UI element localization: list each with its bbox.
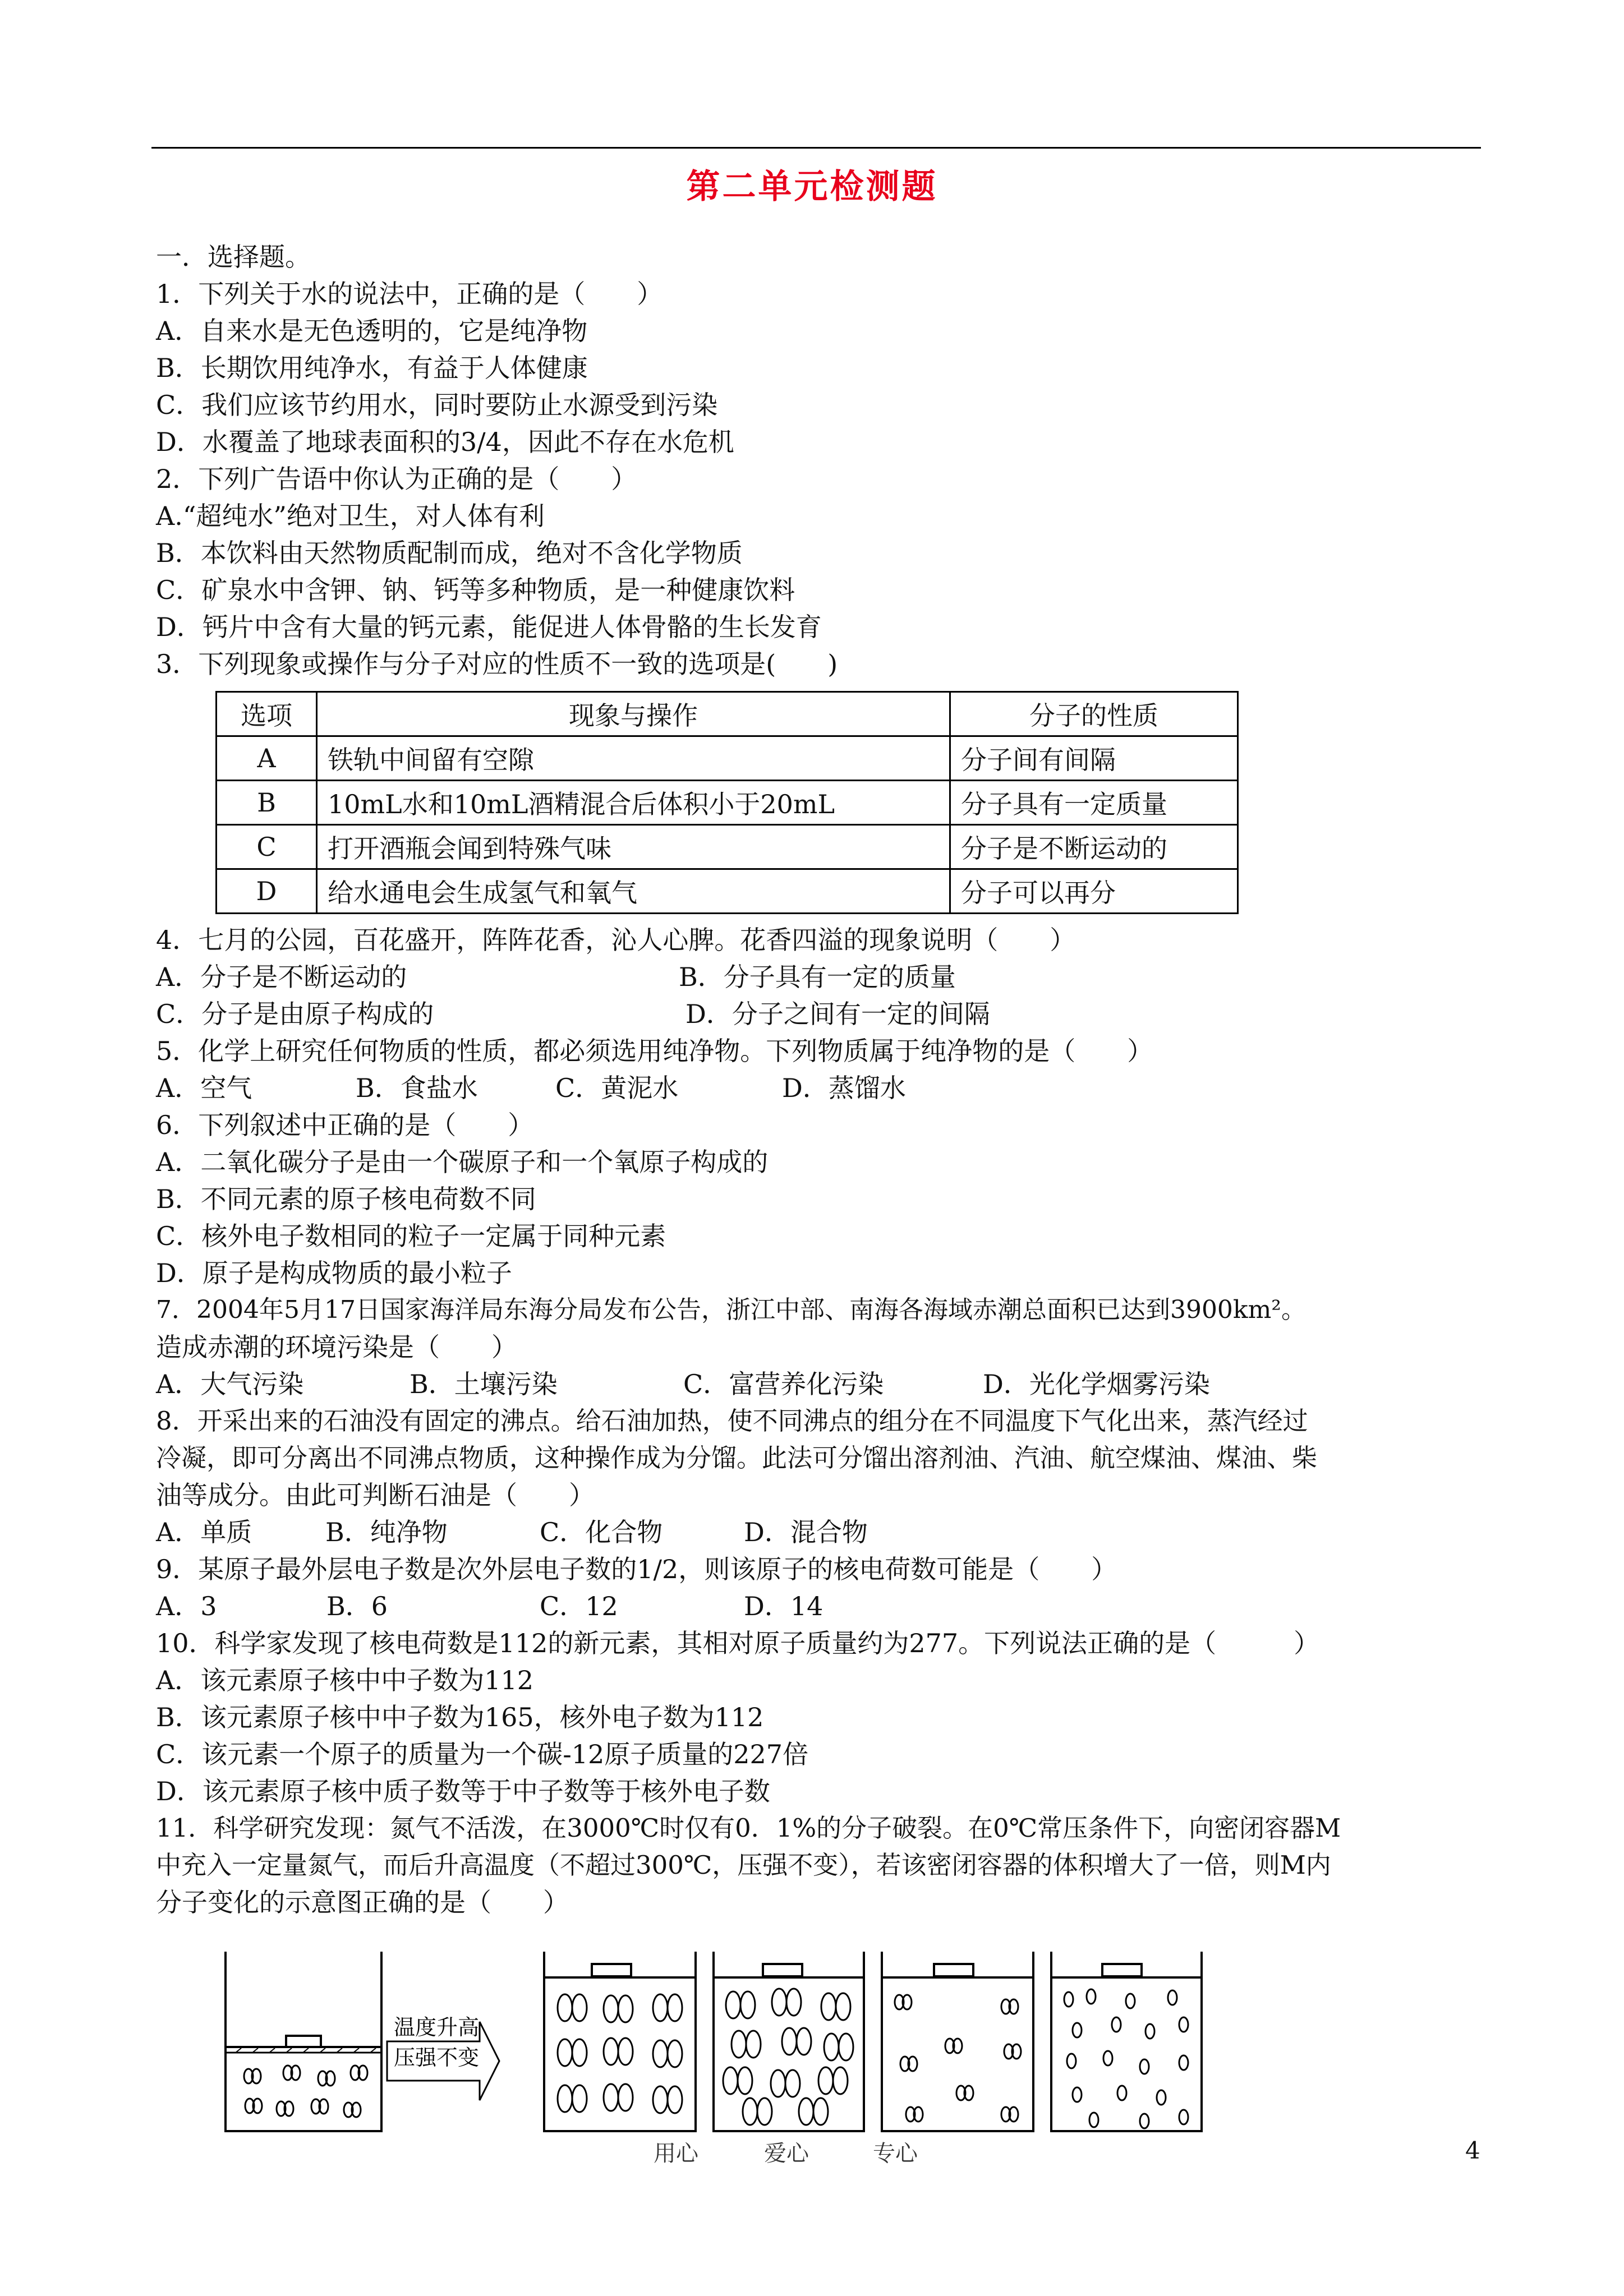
q8-option-a: A．单质 xyxy=(156,1517,252,1547)
question-4: 4．七月的公园，百花盛开，阵阵花香，沁人心脾。花香四溢的现象说明（ ） xyxy=(156,925,1076,955)
question-2: 2．下列广告语中你认为正确的是（ ） xyxy=(156,464,637,494)
question-3: 3．下列现象或操作与分子对应的性质不一致的选项是( ) xyxy=(156,649,838,679)
page-title: 第二单元检测题 xyxy=(686,167,938,206)
table-cell: 给水通电会生成氢气和氧气 xyxy=(317,869,950,914)
q1-option-c: C．我们应该节约用水，同时要防止水源受到污染 xyxy=(156,390,718,420)
table-row xyxy=(217,736,1238,781)
q5-option-a: A．空气 xyxy=(156,1073,252,1103)
table-cell: 打开酒瓶会闻到特殊气味 xyxy=(317,825,950,869)
table-row xyxy=(217,825,1238,869)
table-cell: 分子可以再分 xyxy=(950,869,1238,914)
table-cell: B xyxy=(217,781,317,825)
question-8-cont: 冷凝，即可分离出不同沸点物质，这种操作成为分馏。此法可分馏出溶剂油、汽油、航空煤油、煤油、柴 xyxy=(156,1443,1318,1473)
table-header: 分子的性质 xyxy=(950,692,1238,736)
q7-option-b: B．土壤污染 xyxy=(410,1369,558,1399)
question-11-cont: 分子变化的示意图正确的是（ ） xyxy=(156,1887,569,1917)
q9-option-c: C．12 xyxy=(540,1591,618,1621)
table-header: 选项 xyxy=(217,692,317,736)
footer-text: 用心 xyxy=(654,2141,698,2166)
q8-option-c: C．化合物 xyxy=(540,1517,663,1547)
table-cell: A xyxy=(217,736,317,781)
question-11: 11．科学研究发现：氮气不活泼，在3000℃时仅有0．1%的分子破裂。在0℃常压条件下，向密闭容器M xyxy=(156,1813,1341,1843)
page-number: 4 xyxy=(1465,2137,1480,2164)
option-container-c xyxy=(882,1952,1033,2131)
arrow-label-2: 压强不变 xyxy=(394,2045,480,2070)
option-container-b xyxy=(714,1952,864,2131)
q1-option-b: B．长期饮用纯净水，有益于人体健康 xyxy=(156,353,588,383)
table-cell: 分子具有一定质量 xyxy=(950,781,1238,825)
question-1: 1．下列关于水的说法中，正确的是（ ） xyxy=(156,279,663,309)
question-11-cont: 中充入一定量氮气，而后升高温度（不超过300℃，压强不变），若该密闭容器的体积增大了一倍，则M内 xyxy=(156,1850,1331,1880)
q7-option-c: C．富营养化污染 xyxy=(683,1369,884,1399)
table-header-row xyxy=(217,692,1238,736)
q4-option-a: A．分子是不断运动的 xyxy=(156,962,407,992)
q10-option-a: A．该元素原子核中中子数为112 xyxy=(156,1665,534,1695)
question-8-cont: 油等成分。由此可判断石油是（ ） xyxy=(156,1480,595,1510)
q2-option-c: C．矿泉水中含钾、钠、钙等多种物质，是一种健康饮料 xyxy=(156,575,795,605)
q1-option-d: D．水覆盖了地球表面积的3/4，因此不存在水危机 xyxy=(156,427,734,457)
table-cell: 10mL水和10mL酒精混合后体积小于20mL xyxy=(317,781,950,825)
q9-option-d: D．14 xyxy=(744,1591,823,1621)
q11-figure xyxy=(219,1946,1273,2137)
table-cell: C xyxy=(217,825,317,869)
q5-option-b: B．食盐水 xyxy=(356,1073,478,1103)
table-cell: 分子间有间隔 xyxy=(950,736,1238,781)
q4-option-c: C．分子是由原子构成的 xyxy=(156,999,434,1029)
question-7-cont: 造成赤潮的环境污染是（ ） xyxy=(156,1332,517,1362)
option-container-d xyxy=(1051,1952,1202,2131)
q10-option-d: D．该元素原子核中质子数等于中子数等于核外电子数 xyxy=(156,1776,770,1806)
question-5: 5．化学上研究任何物质的性质，都必须选用纯净物。下列物质属于纯净物的是（ ） xyxy=(156,1036,1153,1066)
q9-option-a: A．3 xyxy=(156,1591,217,1621)
q2-option-d: D．钙片中含有大量的钙元素，能促进人体骨骼的生长发育 xyxy=(156,612,822,642)
q4-option-d: D．分子之间有一定的间隔 xyxy=(686,999,990,1029)
q10-option-c: C．该元素一个原子的质量为一个碳-12原子质量的227倍 xyxy=(156,1739,809,1769)
initial-container xyxy=(226,1952,381,2131)
q9-option-b: B．6 xyxy=(326,1591,388,1621)
question-7: 7．2004年5月17日国家海洋局东海分局发布公告，浙江中部、南海各海域赤潮总面积已达到3900km²。 xyxy=(156,1295,1306,1324)
q10-option-b: B．该元素原子核中中子数为165，核外电子数为112 xyxy=(156,1702,764,1732)
question-6: 6．下列叙述中正确的是（ ） xyxy=(156,1110,534,1140)
q5-option-d: D．蒸馏水 xyxy=(782,1073,906,1103)
q6-option-a: A．二氧化碳分子是由一个碳原子和一个氧原子构成的 xyxy=(156,1147,769,1177)
q1-option-a: A．自来水是无色透明的，它是纯净物 xyxy=(156,316,588,346)
footer-text: 爱心 xyxy=(764,2141,809,2166)
header-rule xyxy=(151,147,1481,149)
arrow-label-1: 温度升高 xyxy=(394,2015,480,2040)
option-container-a xyxy=(544,1952,696,2131)
table-row xyxy=(217,781,1238,825)
q2-option-a: A.“超纯水”绝对卫生，对人体有利 xyxy=(156,501,545,531)
table-cell: 铁轨中间留有空隙 xyxy=(317,736,950,781)
q6-option-c: C．核外电子数相同的粒子一定属于同种元素 xyxy=(156,1221,666,1251)
question-8: 8．开采出来的石油没有固定的沸点。给石油加热，使不同沸点的组分在不同温度下气化出来，蒸汽经过 xyxy=(156,1406,1308,1436)
q8-option-b: B．纯净物 xyxy=(325,1517,448,1547)
question-9: 9．某原子最外层电子数是次外层电子数的1/2，则该原子的核电荷数可能是（ ） xyxy=(156,1554,1117,1584)
q4-option-b: B．分子具有一定的质量 xyxy=(679,962,956,992)
q7-option-d: D．光化学烟雾污染 xyxy=(983,1369,1210,1399)
question-10: 10．科学家发现了核电荷数是112的新元素，其相对原子质量约为277。下列说法正确的是（ ） xyxy=(156,1628,1320,1658)
q6-option-d: D．原子是构成物质的最小粒子 xyxy=(156,1258,512,1288)
q2-option-b: B．本饮料由天然物质配制而成，绝对不含化学物质 xyxy=(156,538,743,568)
table-row xyxy=(217,869,1238,914)
table-cell: 分子是不断运动的 xyxy=(950,825,1238,869)
q6-option-b: B．不同元素的原子核电荷数不同 xyxy=(156,1184,536,1214)
table-cell: D xyxy=(217,869,317,914)
q8-option-d: D．混合物 xyxy=(744,1517,868,1547)
q3-table xyxy=(215,691,1239,914)
section-heading: 一．选择题。 xyxy=(156,242,311,272)
table-header: 现象与操作 xyxy=(317,692,950,736)
q5-option-c: C．黄泥水 xyxy=(555,1073,679,1103)
q7-option-a: A．大气污染 xyxy=(156,1369,304,1399)
footer-text: 专心 xyxy=(873,2141,918,2166)
